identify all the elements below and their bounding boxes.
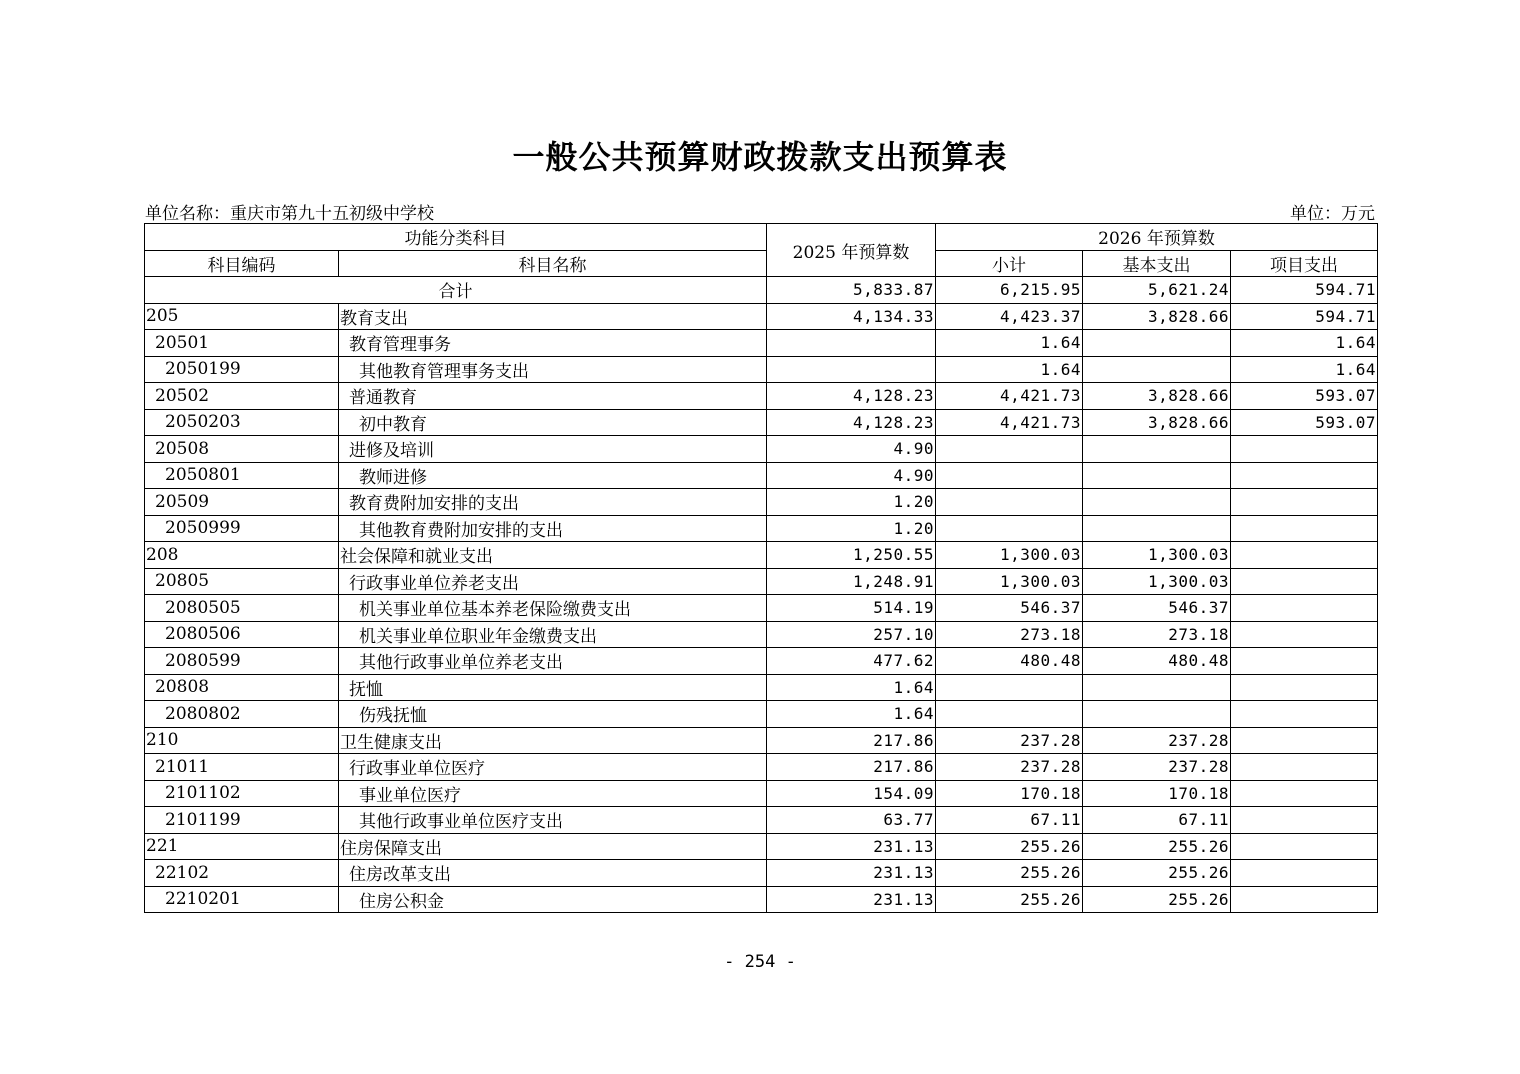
cell-basic: 273.18 <box>1083 621 1231 648</box>
table-row <box>145 727 1378 754</box>
cell-basic: 67.11 <box>1083 807 1231 834</box>
table-row <box>145 330 1378 357</box>
cell-project <box>1231 621 1378 648</box>
cell-project <box>1231 860 1378 887</box>
table-row <box>145 356 1378 383</box>
cell-code: 20502 <box>145 383 339 410</box>
cell-budget-2025: 231.13 <box>767 886 936 913</box>
table-row <box>145 860 1378 887</box>
cell-name: 教育管理事务 <box>339 330 767 357</box>
cell-code: 2050801 <box>145 462 339 489</box>
cell-code: 2101199 <box>145 807 339 834</box>
cell-budget-2025: 1.20 <box>767 515 936 542</box>
cell-name: 住房改革支出 <box>339 860 767 887</box>
cell-basic: 170.18 <box>1083 780 1231 807</box>
cell-subtotal: 4,421.73 <box>936 409 1083 436</box>
header-budget-2025: 2025 年预算数 <box>767 224 936 277</box>
table-row <box>145 754 1378 781</box>
total-basic: 5,621.24 <box>1083 277 1231 304</box>
cell-basic: 1,300.03 <box>1083 542 1231 569</box>
cell-name: 伤残抚恤 <box>339 701 767 728</box>
cell-basic: 237.28 <box>1083 754 1231 781</box>
table-body <box>145 277 1378 913</box>
cell-name: 住房保障支出 <box>339 833 767 860</box>
cell-budget-2025: 1,250.55 <box>767 542 936 569</box>
cell-budget-2025: 4.90 <box>767 436 936 463</box>
cell-subtotal: 480.48 <box>936 648 1083 675</box>
table-row <box>145 621 1378 648</box>
table-row <box>145 833 1378 860</box>
cell-code: 205 <box>145 303 339 330</box>
cell-name: 事业单位医疗 <box>339 780 767 807</box>
cell-project <box>1231 462 1378 489</box>
cell-budget-2025: 1.64 <box>767 701 936 728</box>
cell-name: 社会保障和就业支出 <box>339 542 767 569</box>
cell-code: 20509 <box>145 489 339 516</box>
cell-name: 其他行政事业单位养老支出 <box>339 648 767 675</box>
cell-basic: 3,828.66 <box>1083 409 1231 436</box>
cell-subtotal <box>936 489 1083 516</box>
cell-project <box>1231 807 1378 834</box>
cell-name: 行政事业单位医疗 <box>339 754 767 781</box>
header-code: 科目编码 <box>145 250 339 277</box>
budget-table <box>144 223 1378 913</box>
cell-name: 进修及培训 <box>339 436 767 463</box>
cell-budget-2025 <box>767 356 936 383</box>
unit-label: 单位：万元 <box>1290 204 1375 224</box>
cell-subtotal <box>936 462 1083 489</box>
cell-basic <box>1083 489 1231 516</box>
cell-basic: 480.48 <box>1083 648 1231 675</box>
table-row <box>145 568 1378 595</box>
cell-subtotal: 67.11 <box>936 807 1083 834</box>
cell-name: 行政事业单位养老支出 <box>339 568 767 595</box>
cell-project <box>1231 754 1378 781</box>
cell-subtotal <box>936 674 1083 701</box>
cell-budget-2025: 1.20 <box>767 489 936 516</box>
cell-project <box>1231 542 1378 569</box>
cell-name: 其他教育费附加安排的支出 <box>339 515 767 542</box>
cell-basic <box>1083 462 1231 489</box>
header-budget-2026: 2026 年预算数 <box>936 224 1378 251</box>
cell-project <box>1231 568 1378 595</box>
cell-project <box>1231 727 1378 754</box>
page-title: 一般公共预算财政拨款支出预算表 <box>512 138 1008 176</box>
cell-code: 2080802 <box>145 701 339 728</box>
cell-basic: 237.28 <box>1083 727 1231 754</box>
cell-budget-2025: 1.64 <box>767 674 936 701</box>
page-number: - 254 - <box>724 952 796 972</box>
unit-name: 单位名称：重庆市第九十五初级中学校 <box>145 204 434 224</box>
header-row-1 <box>145 224 1378 251</box>
table-row <box>145 383 1378 410</box>
cell-budget-2025: 231.13 <box>767 860 936 887</box>
cell-code: 2050199 <box>145 356 339 383</box>
cell-budget-2025: 4.90 <box>767 462 936 489</box>
cell-name: 机关事业单位职业年金缴费支出 <box>339 621 767 648</box>
cell-name: 教育支出 <box>339 303 767 330</box>
cell-subtotal: 546.37 <box>936 595 1083 622</box>
cell-subtotal <box>936 515 1083 542</box>
cell-basic: 255.26 <box>1083 886 1231 913</box>
cell-name: 其他行政事业单位医疗支出 <box>339 807 767 834</box>
cell-subtotal: 255.26 <box>936 886 1083 913</box>
cell-subtotal: 4,423.37 <box>936 303 1083 330</box>
table-row <box>145 595 1378 622</box>
table-row <box>145 674 1378 701</box>
cell-basic <box>1083 356 1231 383</box>
cell-project <box>1231 436 1378 463</box>
cell-budget-2025: 4,128.23 <box>767 409 936 436</box>
table-row <box>145 648 1378 675</box>
cell-project <box>1231 833 1378 860</box>
cell-code: 20805 <box>145 568 339 595</box>
cell-budget-2025: 4,134.33 <box>767 303 936 330</box>
cell-project <box>1231 515 1378 542</box>
cell-basic: 546.37 <box>1083 595 1231 622</box>
cell-code: 2080599 <box>145 648 339 675</box>
cell-subtotal <box>936 436 1083 463</box>
cell-project: 1.64 <box>1231 356 1378 383</box>
cell-code: 21011 <box>145 754 339 781</box>
cell-subtotal: 1.64 <box>936 330 1083 357</box>
cell-subtotal <box>936 701 1083 728</box>
cell-budget-2025: 217.86 <box>767 727 936 754</box>
cell-basic <box>1083 701 1231 728</box>
cell-subtotal: 4,421.73 <box>936 383 1083 410</box>
header-row-2 <box>145 250 1378 277</box>
cell-subtotal: 1,300.03 <box>936 542 1083 569</box>
cell-name: 教育费附加安排的支出 <box>339 489 767 516</box>
cell-code: 210 <box>145 727 339 754</box>
table-row <box>145 780 1378 807</box>
cell-budget-2025 <box>767 330 936 357</box>
cell-budget-2025: 63.77 <box>767 807 936 834</box>
table-row <box>145 807 1378 834</box>
cell-basic: 3,828.66 <box>1083 383 1231 410</box>
table-row <box>145 409 1378 436</box>
cell-subtotal: 170.18 <box>936 780 1083 807</box>
cell-project <box>1231 489 1378 516</box>
table-row <box>145 886 1378 913</box>
cell-code: 2080505 <box>145 595 339 622</box>
header-project: 项目支出 <box>1231 250 1378 277</box>
cell-basic: 255.26 <box>1083 833 1231 860</box>
cell-budget-2025: 514.19 <box>767 595 936 622</box>
cell-budget-2025: 217.86 <box>767 754 936 781</box>
cell-subtotal: 1.64 <box>936 356 1083 383</box>
header-function-category: 功能分类科目 <box>145 224 767 251</box>
cell-name: 住房公积金 <box>339 886 767 913</box>
cell-subtotal: 1,300.03 <box>936 568 1083 595</box>
cell-name: 抚恤 <box>339 674 767 701</box>
cell-project <box>1231 701 1378 728</box>
cell-name: 其他教育管理事务支出 <box>339 356 767 383</box>
cell-project: 593.07 <box>1231 383 1378 410</box>
cell-name: 初中教育 <box>339 409 767 436</box>
table-row <box>145 542 1378 569</box>
cell-basic <box>1083 674 1231 701</box>
cell-budget-2025: 477.62 <box>767 648 936 675</box>
cell-code: 208 <box>145 542 339 569</box>
table-row <box>145 303 1378 330</box>
cell-name: 普通教育 <box>339 383 767 410</box>
cell-budget-2025: 231.13 <box>767 833 936 860</box>
total-label: 合计 <box>145 277 767 304</box>
table-row <box>145 515 1378 542</box>
cell-name: 机关事业单位基本养老保险缴费支出 <box>339 595 767 622</box>
cell-name: 教师进修 <box>339 462 767 489</box>
cell-subtotal: 255.26 <box>936 860 1083 887</box>
cell-subtotal: 237.28 <box>936 727 1083 754</box>
table-row <box>145 462 1378 489</box>
total-2025: 5,833.87 <box>767 277 936 304</box>
cell-project <box>1231 886 1378 913</box>
cell-budget-2025: 1,248.91 <box>767 568 936 595</box>
cell-project <box>1231 648 1378 675</box>
cell-budget-2025: 257.10 <box>767 621 936 648</box>
cell-project: 593.07 <box>1231 409 1378 436</box>
cell-code: 2080506 <box>145 621 339 648</box>
cell-subtotal: 255.26 <box>936 833 1083 860</box>
cell-project: 594.71 <box>1231 303 1378 330</box>
cell-basic: 1,300.03 <box>1083 568 1231 595</box>
table-row <box>145 701 1378 728</box>
cell-code: 20808 <box>145 674 339 701</box>
total-row <box>145 277 1378 304</box>
cell-name: 卫生健康支出 <box>339 727 767 754</box>
cell-code: 22102 <box>145 860 339 887</box>
header-subtotal: 小计 <box>936 250 1083 277</box>
cell-basic <box>1083 330 1231 357</box>
cell-code: 20501 <box>145 330 339 357</box>
table-row <box>145 436 1378 463</box>
cell-budget-2025: 4,128.23 <box>767 383 936 410</box>
cell-basic <box>1083 436 1231 463</box>
cell-code: 20508 <box>145 436 339 463</box>
cell-subtotal: 273.18 <box>936 621 1083 648</box>
cell-code: 2050999 <box>145 515 339 542</box>
cell-code: 221 <box>145 833 339 860</box>
cell-code: 2050203 <box>145 409 339 436</box>
header-name: 科目名称 <box>339 250 767 277</box>
cell-project <box>1231 674 1378 701</box>
cell-project: 1.64 <box>1231 330 1378 357</box>
cell-basic: 3,828.66 <box>1083 303 1231 330</box>
cell-budget-2025: 154.09 <box>767 780 936 807</box>
table-row <box>145 489 1378 516</box>
cell-project <box>1231 780 1378 807</box>
cell-project <box>1231 595 1378 622</box>
cell-code: 2101102 <box>145 780 339 807</box>
cell-subtotal: 237.28 <box>936 754 1083 781</box>
cell-basic <box>1083 515 1231 542</box>
total-project: 594.71 <box>1231 277 1378 304</box>
cell-code: 2210201 <box>145 886 339 913</box>
total-subtotal: 6,215.95 <box>936 277 1083 304</box>
cell-basic: 255.26 <box>1083 860 1231 887</box>
header-basic: 基本支出 <box>1083 250 1231 277</box>
